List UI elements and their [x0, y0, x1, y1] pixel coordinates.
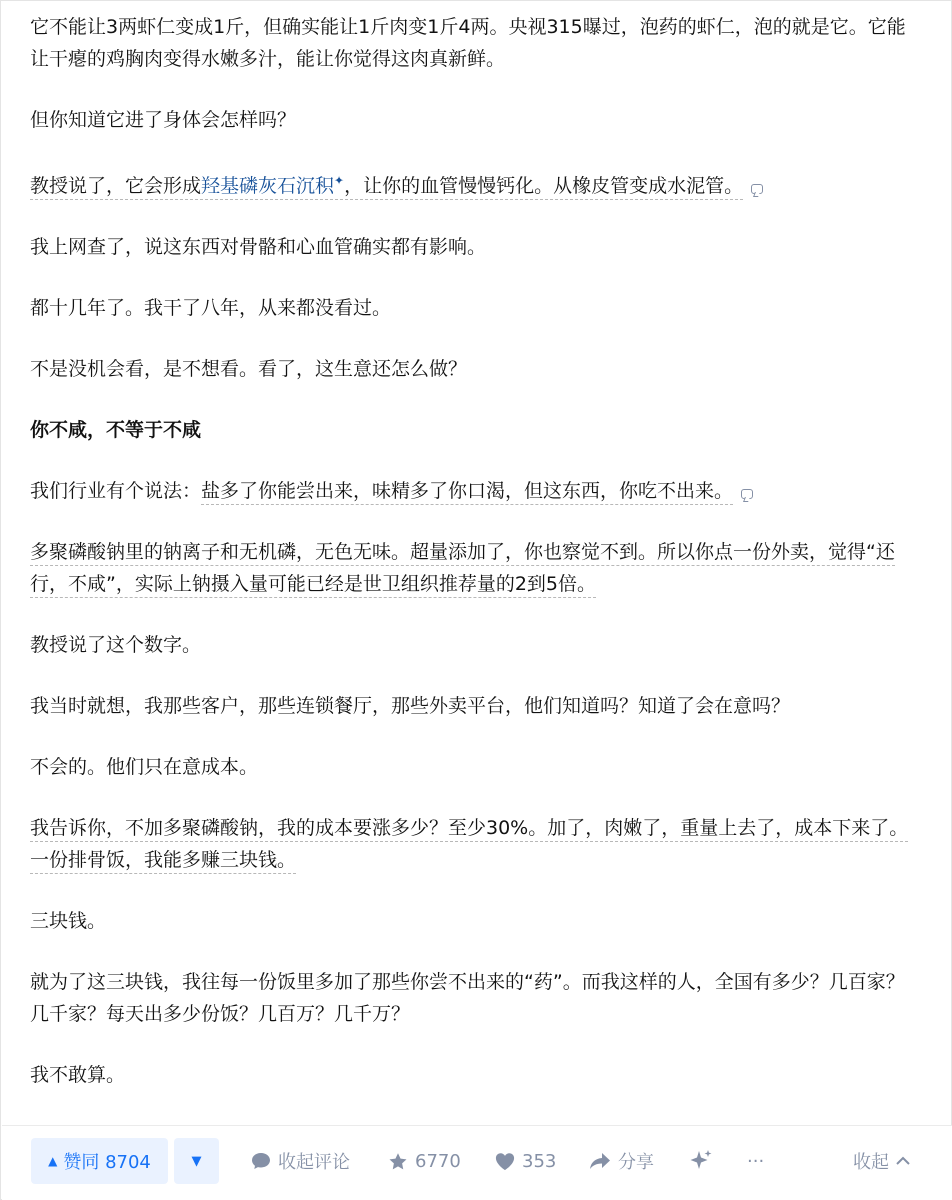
paragraph: 我当时就想，我那些客户，那些连锁餐厅，那些外卖平台，他们知道吗？知道了会在意吗？ [30, 695, 791, 718]
paragraph-text: 我们行业有个说法： [30, 480, 202, 503]
paragraph: 不会的。他们只在意成本。 [30, 756, 259, 779]
paragraph-text: ，让你的血管慢慢钙化。从橡皮管变成水泥管。 [344, 175, 744, 198]
upvote-button[interactable] [31, 1138, 168, 1184]
paragraph: 三块钱。 [30, 910, 107, 933]
paragraph: 就为了这三块钱，我往每一份饭里多加了那些你尝不出来的“药”。而我这样的人，全国有多少？几百家？几千家？每天出多少份饭？几百万？几千万？ [30, 971, 905, 1026]
paragraph: 都十几年了。我干了八年，从来都没看过。 [30, 297, 392, 320]
heart-icon [494, 1151, 516, 1171]
highlight-span[interactable] [30, 175, 743, 200]
paragraph: 我上网查了，说这东西对骨骼和心血管确实都有影响。 [30, 236, 487, 259]
paragraph: 但你知道它进了身体会怎样吗？ [30, 109, 297, 131]
sparkle-icon: ✦ [334, 174, 345, 188]
ai-assist-button[interactable] [688, 1150, 720, 1172]
comment-bubble-icon[interactable] [741, 489, 753, 499]
like-button[interactable] [494, 1150, 556, 1172]
comment-icon [250, 1151, 272, 1171]
keyword-link[interactable]: 羟基磷灰石沉积 [201, 175, 335, 198]
action-bar [2, 1125, 952, 1200]
paragraph-highlighted [30, 812, 920, 876]
paragraph: 我不敢算。 [30, 1064, 126, 1087]
paragraph: 教授说了这个数字。 [30, 634, 202, 657]
collapse-button[interactable] [853, 1150, 911, 1172]
more-button[interactable] [747, 1150, 764, 1172]
favorites-count: 6770 [415, 1150, 461, 1172]
collapse-comments-button[interactable] [250, 1150, 350, 1172]
highlight-span[interactable]: 盐多了你能尝出来，味精多了你口渴，但这东西，你吃不出来。 [201, 480, 733, 505]
section-heading: 你不咸，不等于不咸 [30, 419, 202, 442]
paragraph-highlighted [30, 475, 920, 507]
comment-bubble-icon[interactable] [751, 184, 763, 194]
share-arrow-icon [588, 1151, 612, 1171]
sparkle-icon [688, 1149, 714, 1173]
chevron-up-icon [895, 1155, 911, 1167]
share-button[interactable] [588, 1150, 654, 1172]
favorite-button[interactable] [387, 1150, 461, 1172]
likes-count: 353 [522, 1150, 557, 1172]
paragraph: 它不能让3两虾仁变成1斤，但确实能让1斤肉变1斤4两。央视315曝过，泡药的虾仁，泡的就是它。它能让干瘪的鸡胸肉变得水嫩多汁，能让你觉得这肉真新鲜。 [30, 16, 906, 70]
star-icon [387, 1151, 409, 1172]
upvote-label: 赞同 8704 [63, 1152, 151, 1173]
more-icon: ··· [747, 1150, 765, 1172]
triangle-up-icon: ▲ [48, 1154, 58, 1168]
triangle-down-icon: ▼ [191, 1153, 202, 1169]
downvote-button[interactable] [174, 1138, 219, 1184]
collapse-label: 收起 [853, 1152, 889, 1173]
answer-content [30, 11, 920, 1120]
paragraph-text: 教授说了，它会形成 [30, 175, 202, 198]
paragraph: 不是没机会看，是不想看。看了，这生意还怎么做？ [30, 358, 468, 381]
highlight-span[interactable]: 我告诉你，不加多聚磷酸钠，我的成本要涨多少？至少30%。加了，肉嫩了，重量上去了，成本下来了。一份排骨饭，我能多赚三块钱。 [30, 817, 908, 874]
share-label: 分享 [618, 1152, 654, 1173]
paragraph-highlighted [30, 536, 920, 600]
paragraph-highlighted [30, 165, 920, 202]
comments-label: 收起评论 [278, 1152, 350, 1173]
highlight-span[interactable]: 多聚磷酸钠里的钠离子和无机磷，无色无味。超量添加了，你也察觉不到。所以你点一份外卖，觉得“还行，不咸”，实际上钠摄入量可能已经是世卫组织推荐量的2到5倍。 [30, 541, 895, 598]
